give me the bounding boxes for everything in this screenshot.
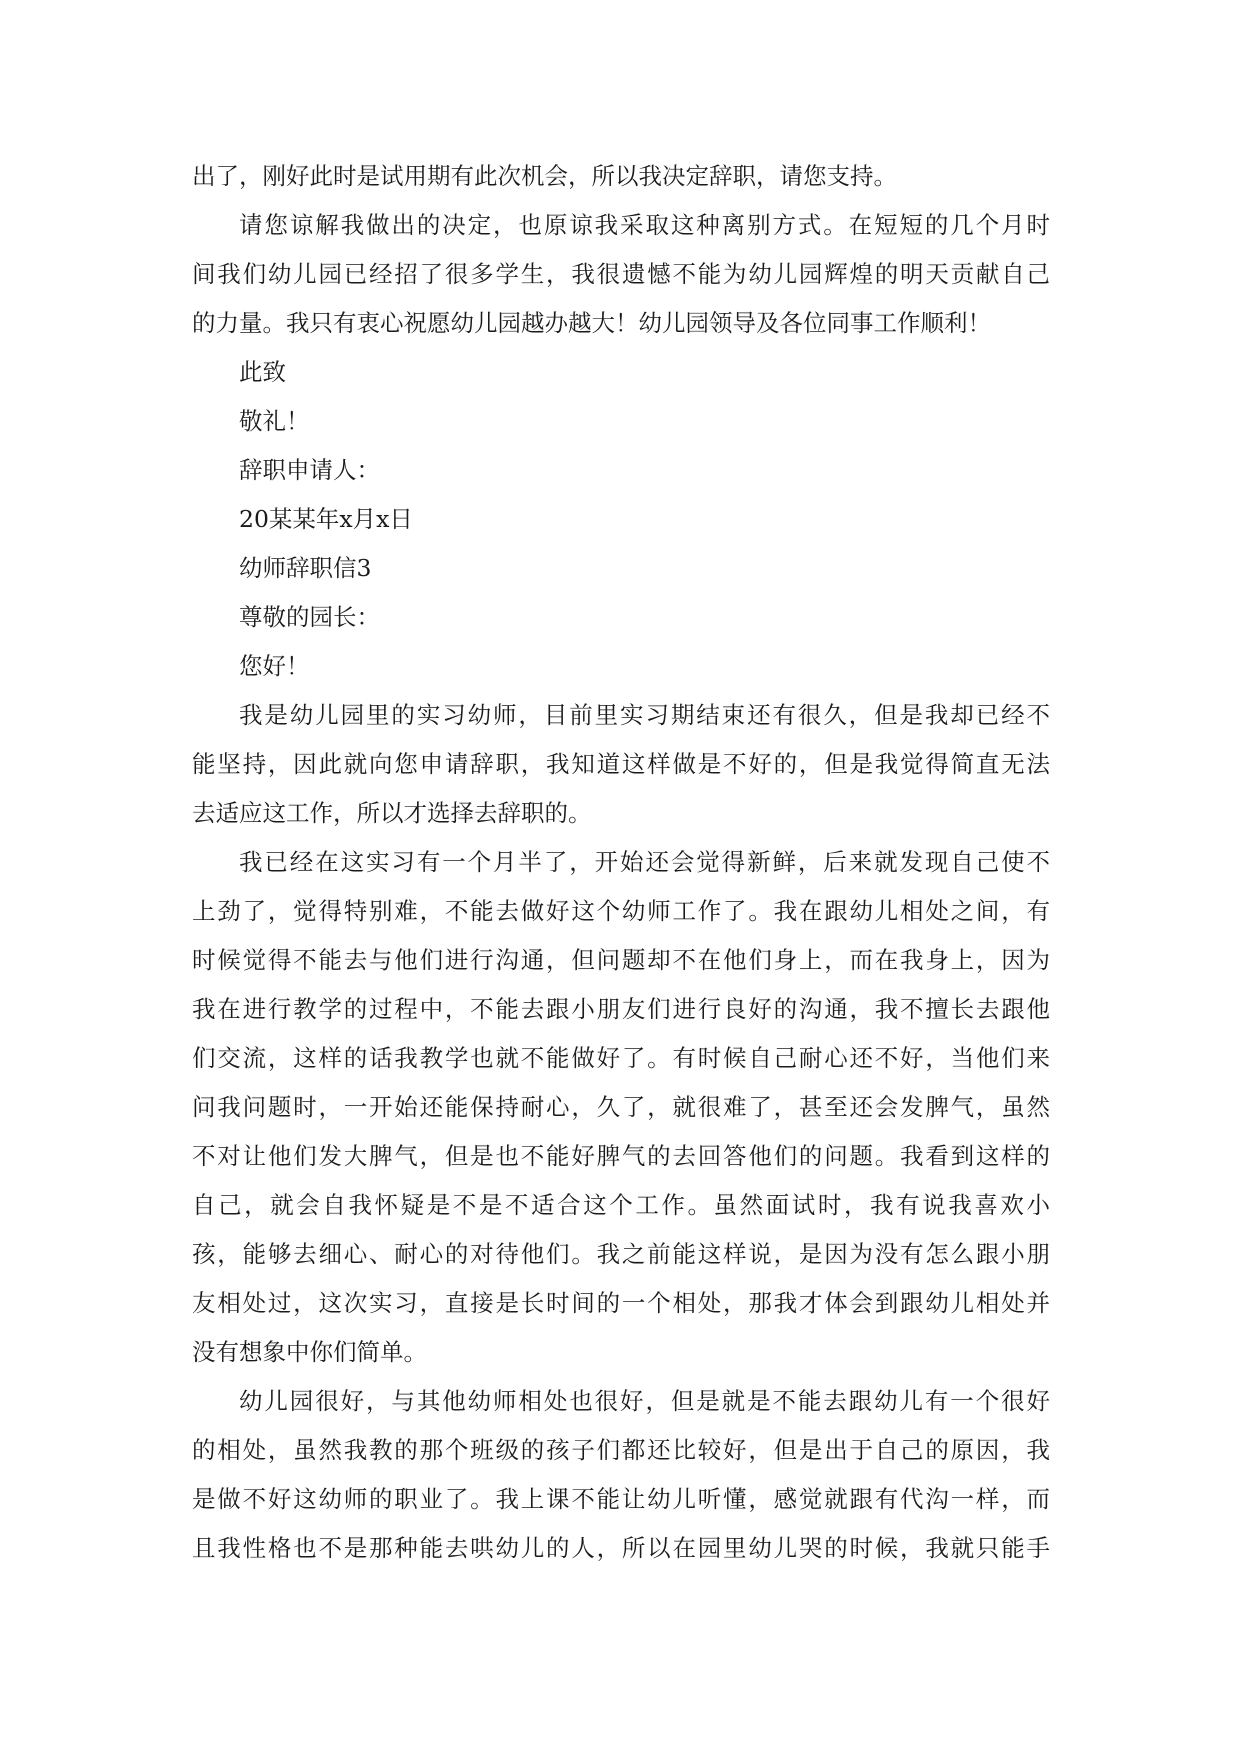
text-line: 我在进行教学的过程中，不能去跟小朋友们进行良好的沟通，我不擅长去跟他 [192, 995, 1050, 1023]
paragraph [192, 544, 1050, 593]
text-line: 幼师辞职信3 [239, 554, 372, 582]
paragraph [192, 201, 1050, 348]
text-line: 去适应这工作，所以才选择去辞职的。 [192, 799, 592, 827]
paragraph [192, 838, 1050, 1377]
paragraph [192, 348, 1050, 397]
document-page [192, 152, 1050, 1573]
paragraph [192, 397, 1050, 446]
paragraph [192, 642, 1050, 691]
text-line: 我已经在这实习有一个月半了，开始还会觉得新鲜，后来就发现自己使不 [239, 848, 1050, 876]
paragraph [192, 691, 1050, 838]
text-line: 自己，就会自我怀疑是不是不适合这个工作。虽然面试时，我有说我喜欢小 [192, 1191, 1050, 1219]
text-line: 们交流，这样的话我教学也就不能做好了。有时候自己耐心还不好，当他们来 [192, 1044, 1050, 1072]
paragraph [192, 446, 1050, 495]
text-line: 此致 [239, 358, 286, 386]
text-line: 辞职申请人： [239, 456, 380, 484]
paragraph [192, 152, 1050, 201]
paragraph [192, 495, 1050, 544]
text-line: 没有想象中你们简单。 [192, 1338, 427, 1366]
text-line: 不对让他们发大脾气，但是也不能好脾气的去回答他们的问题。我看到这样的 [192, 1142, 1050, 1170]
text-line: 的相处，虽然我教的那个班级的孩子们都还比较好，但是出于自己的原因，我 [192, 1436, 1050, 1464]
text-line: 孩，能够去细心、耐心的对待他们。我之前能这样说，是因为没有怎么跟小朋 [192, 1240, 1050, 1268]
text-line: 是做不好这幼师的职业了。我上课不能让幼儿听懂，感觉就跟有代沟一样，而 [192, 1485, 1050, 1513]
text-line: 能坚持，因此就向您申请辞职，我知道这样做是不好的，但是我觉得简直无法 [192, 750, 1050, 778]
text-line: 上劲了，觉得特别难，不能去做好这个幼师工作了。我在跟幼儿相处之间，有 [192, 897, 1050, 925]
text-line: 尊敬的园长： [239, 603, 380, 631]
text-line: 出了，刚好此时是试用期有此次机会，所以我决定辞职，请您支持。 [192, 162, 897, 190]
text-line: 我是幼儿园里的实习幼师，目前里实习期结束还有很久，但是我却已经不 [239, 701, 1050, 729]
text-line: 幼儿园很好，与其他幼师相处也很好，但是就是不能去跟幼儿有一个很好 [239, 1387, 1050, 1415]
paragraph [192, 1377, 1050, 1573]
text-line: 敬礼！ [239, 407, 310, 435]
text-line: 请您谅解我做出的决定，也原谅我采取这种离别方式。在短短的几个月时 [239, 211, 1050, 239]
text-line: 20某某年x月x日 [239, 505, 413, 533]
paragraph [192, 593, 1050, 642]
text-line: 且我性格也不是那种能去哄幼儿的人，所以在园里幼儿哭的时候，我就只能手 [192, 1534, 1050, 1562]
text-line: 间我们幼儿园已经招了很多学生，我很遗憾不能为幼儿园辉煌的明天贡献自己 [192, 260, 1050, 288]
text-line: 您好！ [239, 652, 310, 680]
text-line: 时候觉得不能去与他们进行沟通，但问题却不在他们身上，而在我身上，因为 [192, 946, 1050, 974]
text-line: 友相处过，这次实习，直接是长时间的一个相处，那我才体会到跟幼儿相处并 [192, 1289, 1050, 1317]
text-line: 的力量。我只有衷心祝愿幼儿园越办越大！幼儿园领导及各位同事工作顺利！ [192, 309, 991, 337]
text-line: 问我问题时，一开始还能保持耐心，久了，就很难了，甚至还会发脾气，虽然 [192, 1093, 1050, 1121]
